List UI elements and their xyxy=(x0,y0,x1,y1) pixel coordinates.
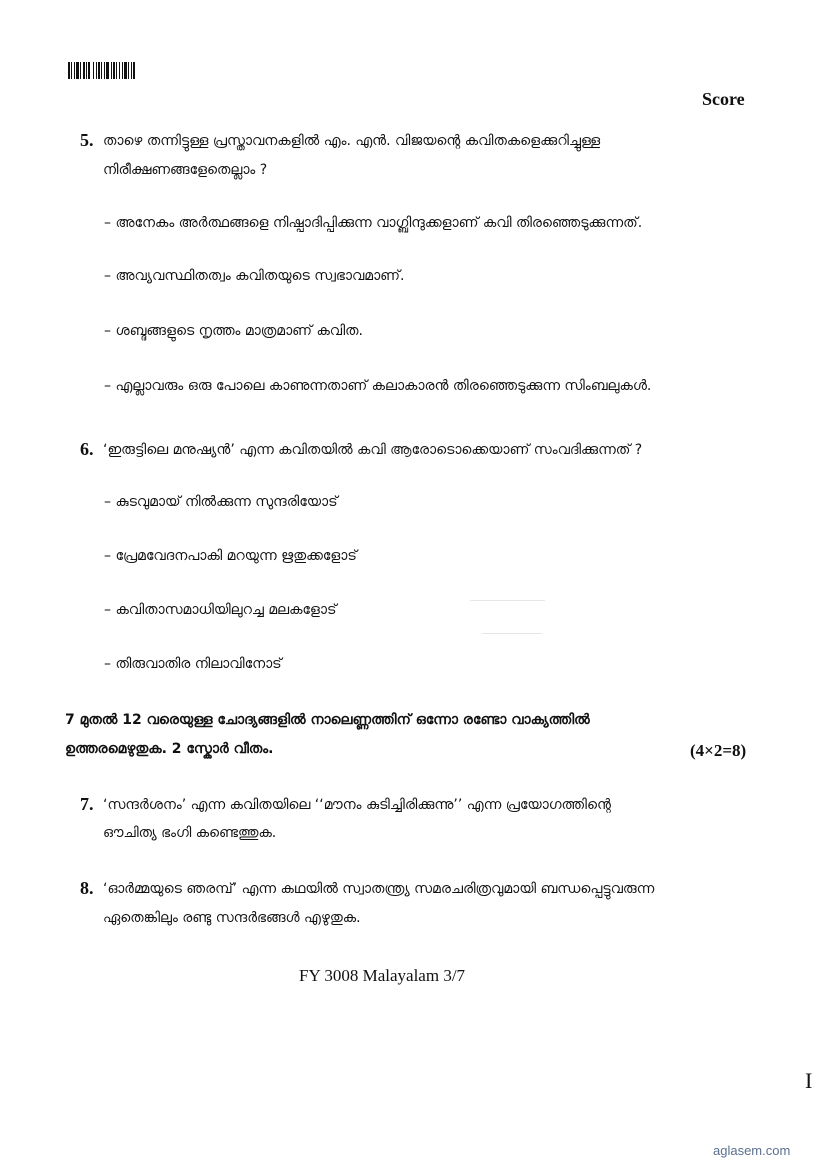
question-7-number: 7. xyxy=(80,794,94,814)
question-6-number: 6. xyxy=(80,439,94,459)
question-7-text-line2: ഔചിത്യ ഭംഗി കണ്ടെത്തുക. xyxy=(103,825,277,841)
question-5-number: 5. xyxy=(80,130,94,150)
score-label: Score xyxy=(702,89,745,109)
barcode xyxy=(68,62,192,79)
question-6-text-line1: ‘ഇരുട്ടിലെ മനുഷ്യൻ’ എന്ന കവിതയിൽ കവി ആരോടൊക്കെയാണ് സംവദിക്കുന്നത് ? xyxy=(103,442,643,458)
question-5-option: – അവ്യവസ്ഥിതത്വം കവിതയുടെ സ്വഭാവമാണ്. xyxy=(104,268,405,284)
question-8-text-line2: ഏതെങ്കിലും രണ്ടു സന്ദർഭങ്ങൾ എഴുതുക. xyxy=(103,910,361,926)
question-6-option: – തിരുവാതിര നിലാവിനോട് xyxy=(104,656,282,672)
question-5-option: – അനേകം അർത്ഥങ്ങളെ നിഷ്പാദിപ്പിക്കുന്ന വാഗ്ബിന്ദുക്കളാണ് കവി തിരഞ്ഞെടുക്കുന്നത്. xyxy=(104,215,643,231)
section-instruction-line2: ഉത്തരമെഴുതുക. 2 സ്കോർ വീതം. xyxy=(65,741,274,757)
scan-artifact xyxy=(482,633,542,634)
section-marks: (4×2=8) xyxy=(690,741,747,760)
question-8-text-line1: ‘ഓർമ്മയുടെ ഞരമ്പ്’ എന്ന കഥയിൽ സ്വാതന്ത്ര്യ സമരചരിത്രവുമായി ബന്ധപ്പെട്ടുവരുന്ന xyxy=(103,881,655,897)
question-6-option: – പ്രേമവേദനപാകി മറയുന്ന ഋതുക്കളോട് xyxy=(104,548,357,564)
scan-artifact xyxy=(470,600,545,601)
question-6-option: – കുടവുമായ് നിൽക്കുന്ന സുന്ദരിയോട് xyxy=(104,494,338,510)
barcode-bar xyxy=(135,62,137,79)
question-5-text-line1: താഴെ തന്നിട്ടുള്ള പ്രസ്താവനകളിൽ എം. എൻ. വിജയന്റെ കവിതകളെക്കുറിച്ചുള്ള xyxy=(103,133,601,149)
section-instruction-line1: 7 മുതൽ 12 വരെയുള്ള ചോദ്യങ്ങളിൽ നാലെണ്ണത്തിന് ഒന്നോ രണ്ടോ വാക്യത്തിൽ xyxy=(65,712,590,728)
watermark: aglasem.com xyxy=(713,1143,791,1158)
question-5-option: – ശബ്ദങ്ങളുടെ നൃത്തം മാത്രമാണ് കവിത. xyxy=(104,323,363,339)
question-8-number: 8. xyxy=(80,878,94,898)
question-5-option: – എല്ലാവരും ഒരു പോലെ കാണുന്നതാണ് കലാകാരൻ തിരഞ്ഞെടുക്കുന്ന സിംബലുകൾ. xyxy=(104,378,652,394)
question-6-option: – കവിതാസമാധിയിലുറച്ച മലകളോട് xyxy=(104,602,337,618)
side-mark: I xyxy=(805,1068,813,1093)
question-7-text-line1: ‘സന്ദർശനം’ എന്ന കവിതയിലെ ‘‘മൗനം കുടിച്ചിരിക്കുന്നു’’ എന്ന പ്രയോഗത്തിന്റെ xyxy=(103,797,611,813)
question-5-text-line2: നിരീക്ഷണങ്ങളേതെല്ലാം ? xyxy=(103,162,268,178)
paper-code: FY 3008 Malayalam 3/7 xyxy=(299,966,466,985)
